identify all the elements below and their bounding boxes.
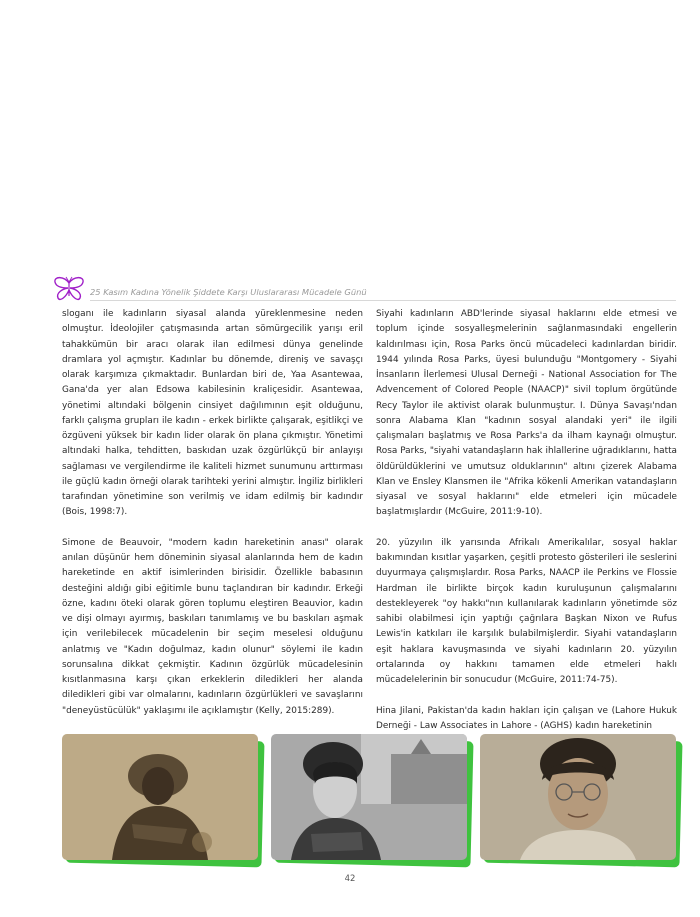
photo-rosa-parks	[480, 734, 676, 860]
page-number: 42	[344, 874, 356, 884]
photo-frame	[271, 734, 467, 860]
photo-frame	[480, 734, 676, 860]
header-title: 25 Kasım Kadına Yönelik Şiddete Karşı Uluslararası Mücadele Günü	[90, 287, 367, 297]
photo-frame	[62, 734, 258, 860]
portrait-yaa-asantewaa-icon	[62, 734, 258, 860]
right-column	[376, 307, 677, 749]
butterfly-logo-icon	[52, 276, 86, 302]
portrait-rosa-parks-icon	[480, 734, 676, 860]
header-divider	[90, 300, 676, 301]
portrait-simone-de-beauvoir-icon	[271, 734, 467, 860]
paragraph-civil-rights: 20. yüzyılın ilk yarısında Afrikalı Amerikalılar, sosyal haklar bakımından kısıtlar yaşarken, çeşitli protesto gösterileri ile seslerini duyurmaya çalışmışlardır. Rosa Parks, NAACP ile Perkins ve Flossie Hardman ile birlikte birçok kadın kuruluşunun çalışmalarını destekleyerek "oy hakkı"nın kullanılarak kadınların yönetimde söz sahibi olabilmesi için yaptığı çağrılara Başkan Nixon ve Rufus Lewis'in katkıları ile karşılık bulabilmişlerdir. Siyahi vatandaşların eşit haklara kavuşmasında ve siyahi kadınların 20. yüzyılın ortalarında oy hakkını tamamen elde etmeleri haklı mücadelelerinin bir sonucudur (McGuire, 2011:74-75).	[376, 537, 677, 685]
paragraph-hina-jilani: Hina Jilani, Pakistan'da kadın hakları için çalışan ve (Lahore Hukuk Derneği - Law Associates in Lahore - (AGHS) kadın hareketinin	[376, 705, 677, 731]
page-header	[52, 276, 676, 302]
photo-simone-de-beauvoir	[271, 734, 467, 860]
photo-yaa-asantewaa	[62, 734, 258, 860]
paragraph-simone-de-beauvoir: Simone de Beauvoir, "modern kadın hareketinin anası" olarak anılan düşünür hem döneminin siyasal alanlarında hem de kadın hareketinde en aktif isimlerinden birisidir. Özellikle babasının desteğini aldığı gibi eğitimle bunu taçlandıran bir kadındır. Erkeği özne, kadını öteki olarak gören toplumu eleştiren Beauvior, kadın ve dişi olmayı ayırmış, baskıları tanımlamış ve bu baskıları aşmak için verilebilecek mücadelenin bir seçim meselesi olduğunu anlatmış ve "Kadın doğulmaz, kadın olunur" söylemi ile kadın sorunsalına dikkat çekmiştir. Kadının özgürlük mücadelesinin kısıtlanmasına karşı çıkan erkeklerin diledikleri her alanda diledikleri gibi var olmalarını, kadınların özgürlükleri ve savaşlarını "deneyüstücülük" yaklaşımı ile açıklamıştır (Kelly, 2015:289).	[62, 537, 363, 716]
left-column	[62, 307, 363, 734]
paragraph-yaa-asantewaa: sloganı ile kadınların siyasal alanda yüreklenmesine neden olmuştur. İdeolojiler çatışmasında artan sömürgecilik yarışı eril tahakkümün bir aracı olarak ilan edilmesi dünya genelinde dramlara yol açmıştır. Kadınlar bu dönemde, direniş ve savaşçı olarak karşımıza çıkmaktadır. Bunlardan biri de, Yaa Asantewaa, Gana'da yer alan Edsowa kabilesinin kraliçesidir. Asantewaa, yönetimi altındaki bölgenin cinsiyet dağılımının eşit olduğunu, farklı çalışma grupları ile kadın - erkek birlikte çalışarak, eşitlikçi ve özgüveni yüksek bir kadın lider olarak ön plana çıkmıştır. Yönetimi altındaki halka, tehditten, baskıdan uzak özgürlükçü bir anlayışı sağlaması ve vergilendirme ile kaliteli hizmet sunumunu arttırması ile güçlü kadın örneği olarak tarihteki yerini almıştır. İngiliz birlikleri tarafından yönetimine son verilmiş ve idam edilmiş bir kadındır (Bois, 1998:7).	[62, 309, 363, 518]
paragraph-rosa-parks: Siyahi kadınların ABD'lerinde siyasal haklarını elde etmesi ve toplum içinde sosyalleşmelerinin sağlanmasındaki engellerin kaldırılması için, Rosa Parks öncü mücadeleci kadınlardan biridir. 1944 yılında Rosa Parks, üyesi bulunduğu "Montgomery - Siyahi İnsanların İlerlemesi Ulusal Derneği - National Association for The Advencement of Colored People (NAACP)" sivil toplum örgütünde Recy Taylor ile aktivist olarak bulunmuştur. I. Dünya Savaşı'ndan sonra Alabama Klan "kadının sosyal alandaki yeri" ile ilgili çalışmaları başlatmış ve Rosa Parks'a da ilham kaynağı olmuştur. Rosa Parks, "siyahi vatandaşların hak ihlallerine uğradıklarını, hatta öldürüldüklerini ve umutsuz olduklarının" altını çizerek Alabama Klan ve Ensley Klansmen ile "Afrika kökenli Amerikan vatandaşların siyasal ve sosyal haklarını" elde etmeleri için mücadele başlatmışlardır (McGuire, 2011:9-10).	[376, 309, 677, 518]
